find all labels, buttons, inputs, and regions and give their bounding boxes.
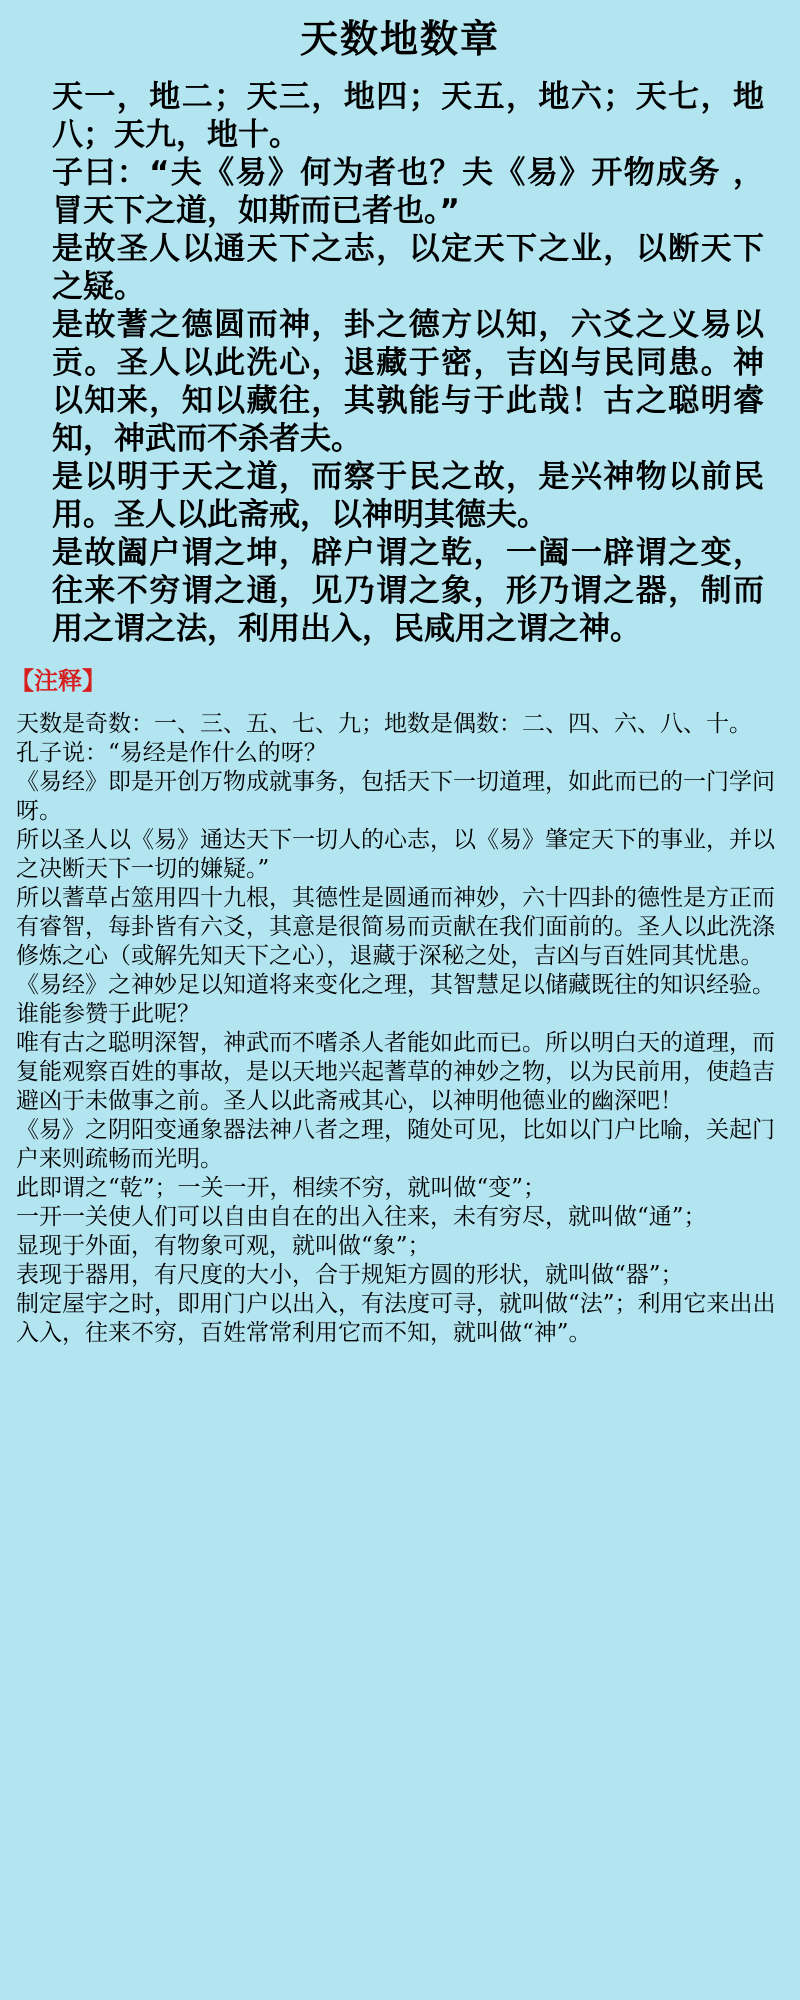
classical-text [52, 78, 764, 648]
notes-section [16, 710, 790, 1348]
note-paragraph: 制定屋宇之时，即用门户以出入，有法度可寻，就叫做“法”；利用它来出出入入，往来不穷，百姓常常利用它而不知，就叫做“神”。 [16, 1291, 776, 1346]
note-paragraph: 天数是奇数：一、三、五、七、九；地数是偶数：二、四、六、八、十。 [16, 711, 752, 737]
note-paragraph: 《易经》即是开创万物成就事务，包括天下一切道理，如此而已的一门学问呀。 [16, 769, 775, 824]
note-paragraph: 显现于外面，有物象可观，就叫做“象”； [16, 1233, 431, 1259]
classical-paragraph: 子曰：“夫《易》何为者也？夫《易》开物成务 ，冒天下之道，如斯而已者也。” [52, 155, 764, 229]
classical-paragraph: 是故蓍之德圆而神，卦之德方以知，六爻之义易以贡。圣人以此洗心，退藏于密，吉凶与民同患。神以知来，知以藏往，其孰能与于此哉！古之聪明睿知，神武而不杀者夫。 [52, 307, 764, 457]
note-paragraph: 所以蓍草占筮用四十九根，其德性是圆通而神妙，六十四卦的德性是方正而有睿智，每卦皆有六爻，其意是很简易而贡献在我们面前的。圣人以此洗涤修炼之心（或解先知天下之心），退藏于深秘之处，吉凶与百姓同其忧患。《易经》之神妙足以知道将来变化之理，其智慧足以储藏既往的知识经验。 [16, 885, 775, 998]
classical-paragraph: 天一，地二；天三，地四；天五，地六；天七，地八；天九，地十。 [52, 79, 764, 153]
classical-paragraph: 是故阖户谓之坤，辟户谓之乾，一阖一辟谓之变，往来不穷谓之通，见乃谓之象，形乃谓之器，制而用之谓之法，利用出入，民咸用之谓之神。 [52, 535, 764, 647]
note-paragraph: 一开一关使人们可以自由自在的出入往来，未有穷尽，就叫做“通”； [16, 1204, 707, 1230]
note-paragraph: 谁能参赞于此呢？ [16, 1001, 200, 1027]
note-paragraph: 表现于器用，有尺度的大小，合于规矩方圆的形状，就叫做“器”； [16, 1262, 684, 1288]
page-title: 天数地数章 [299, 17, 500, 61]
note-paragraph: 唯有古之聪明深智，神武而不嗜杀人者能如此而已。所以明白天的道理，而复能观察百姓的事故，是以天地兴起蓍草的神妙之物，以为民前用，使趋吉避凶于未做事之前。圣人以此斋戒其心，以神明他德业的幽深吧！ [16, 1030, 775, 1114]
note-paragraph: 所以圣人以《易》通达天下一切人的心志，以《易》肇定天下的事业，并以之决断天下一切的嫌疑。” [16, 827, 775, 882]
note-paragraph: 此即谓之“乾”；一关一开，相续不穷，就叫做“变”； [16, 1175, 547, 1201]
notes-header: 【注释】 [10, 667, 106, 695]
classical-paragraph: 是故圣人以通天下之志，以定天下之业，以断天下之疑。 [52, 231, 764, 305]
note-paragraph: 孔子说：“易经是作什么的呀？ [16, 740, 327, 766]
note-paragraph: 《易》之阴阳变通象器法神八者之理，随处可见，比如以门户比喻，关起门户来则疏畅而光明。 [16, 1117, 775, 1172]
classical-paragraph: 是以明于天之道，而察于民之故，是兴神物以前民用。圣人以此斋戒，以神明其德夫。 [52, 459, 764, 533]
